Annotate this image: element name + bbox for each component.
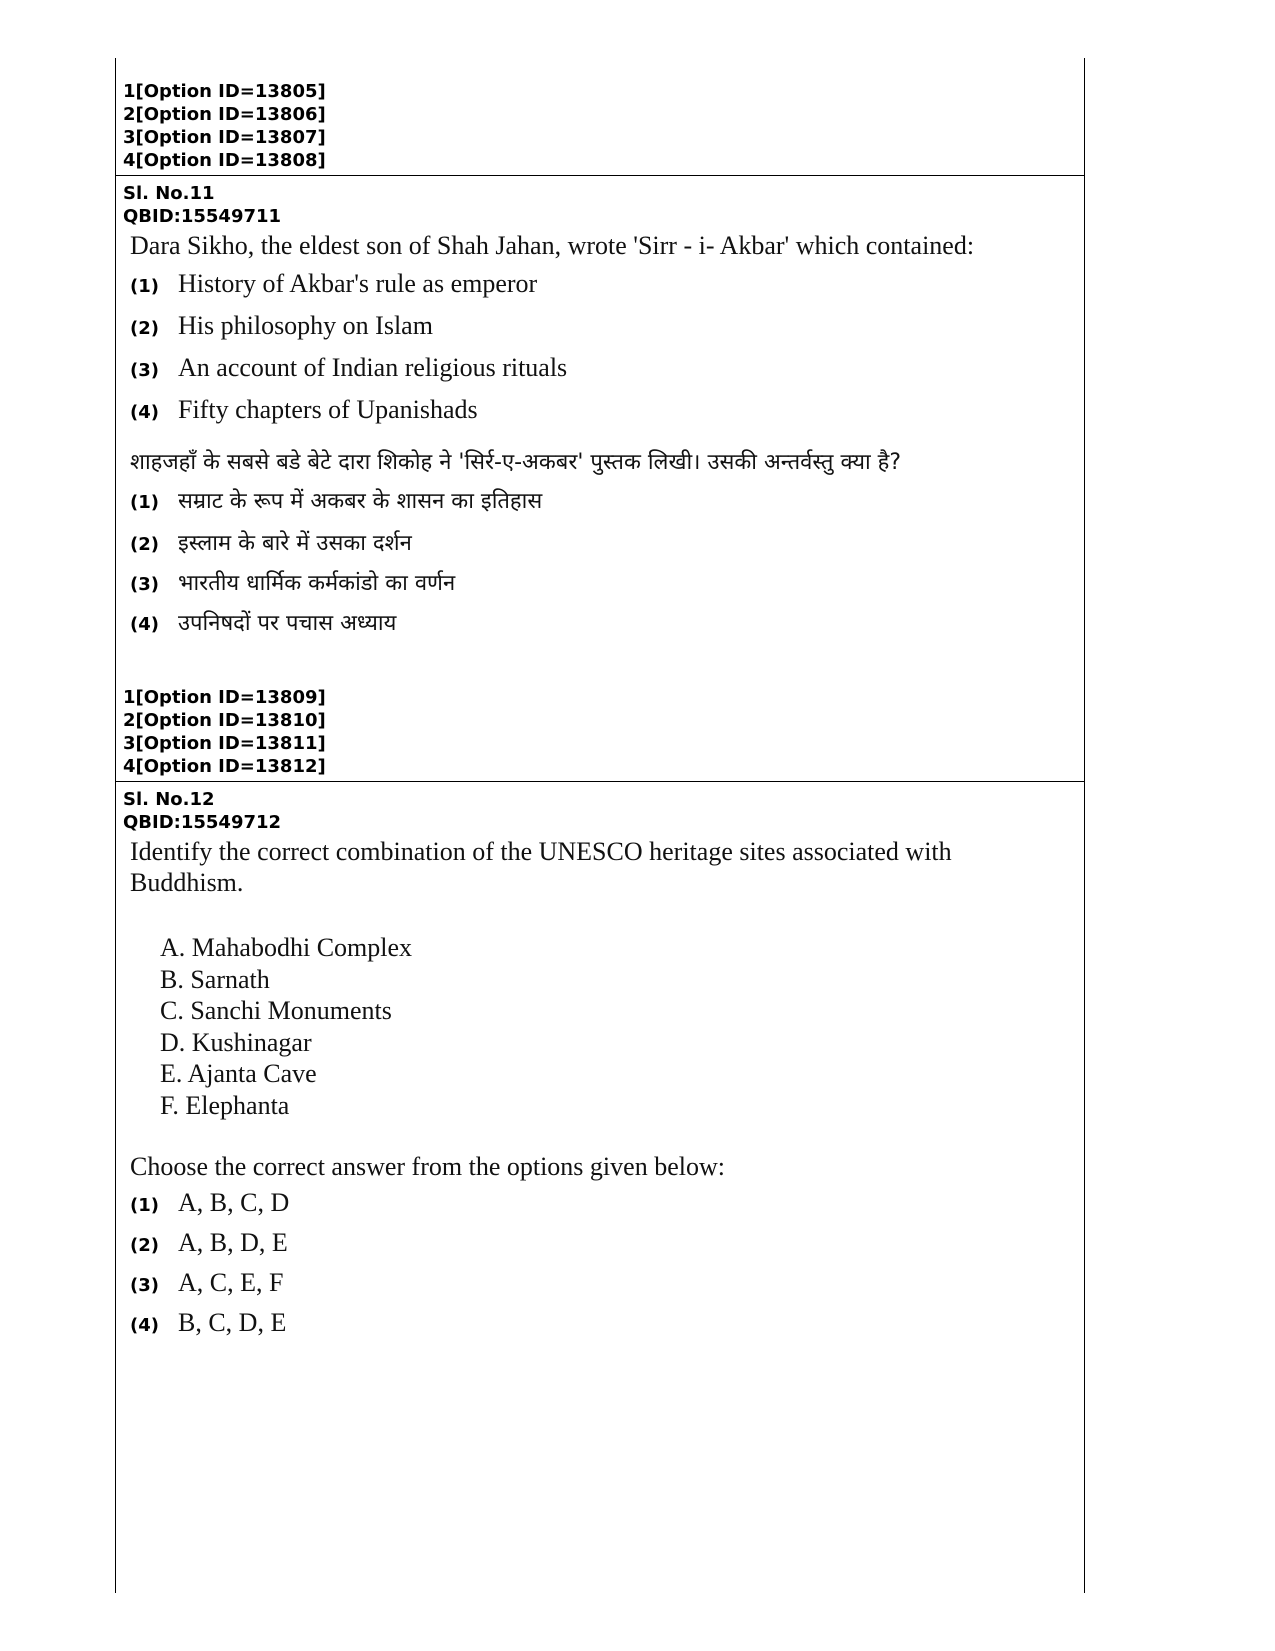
option-row xyxy=(130,1268,1084,1308)
question-paper-frame xyxy=(115,58,1085,1593)
option-number: (4) xyxy=(130,1315,159,1336)
option-text: उपनिषदों पर पचास अध्याय xyxy=(178,611,397,636)
question-11 xyxy=(116,182,1084,647)
list-item: C. Sanchi Monuments xyxy=(160,996,392,1025)
option-row xyxy=(130,1188,1084,1228)
option-row xyxy=(130,527,1084,567)
site-list xyxy=(160,932,1084,1121)
option-text: B, C, D, E xyxy=(178,1308,287,1337)
list-item: A. Mahabodhi Complex xyxy=(160,933,413,962)
option-text: History of Akbar's rule as emperor xyxy=(178,269,538,298)
option-row xyxy=(130,607,1084,647)
prev-option-ids xyxy=(116,80,1084,172)
option-text: A, B, C, D xyxy=(178,1188,290,1217)
option-number: (3) xyxy=(130,574,159,595)
question-divider xyxy=(116,781,1084,782)
options-hindi xyxy=(116,485,1084,647)
option-id-line: 4[Option ID=13812] xyxy=(123,756,326,777)
option-id-line: 2[Option ID=13806] xyxy=(123,104,326,125)
option-number: (1) xyxy=(130,1195,159,1216)
qbid: QBID:15549711 xyxy=(123,206,282,227)
option-text: An account of Indian religious rituals xyxy=(178,353,568,382)
option-row xyxy=(130,1308,1084,1348)
option-number: (1) xyxy=(130,492,159,513)
list-item: B. Sarnath xyxy=(160,964,270,994)
option-number: (3) xyxy=(130,360,159,381)
option-number: (3) xyxy=(130,1275,159,1296)
option-id-line: 2[Option ID=13810] xyxy=(123,710,326,731)
list-item: E. Ajanta Cave xyxy=(160,1059,317,1088)
q11-option-ids xyxy=(116,686,1084,778)
option-text: His philosophy on Islam xyxy=(178,311,433,340)
option-row xyxy=(130,1228,1084,1268)
option-row xyxy=(130,395,1084,437)
option-row xyxy=(130,567,1084,607)
option-id-line: 1[Option ID=13809] xyxy=(123,687,326,708)
option-text: भारतीय धार्मिक कर्मकांडो का वर्णन xyxy=(178,571,456,596)
option-number: (4) xyxy=(130,614,159,635)
option-row xyxy=(130,311,1084,353)
option-number: (2) xyxy=(130,318,159,339)
option-row xyxy=(130,485,1084,527)
option-number: (1) xyxy=(130,276,159,297)
qbid: QBID:15549712 xyxy=(123,812,282,833)
option-text: इस्लाम के बारे में उसका दर्शन xyxy=(178,531,412,556)
question-divider xyxy=(116,175,1084,176)
option-id-line: 4[Option ID=13808] xyxy=(123,150,326,171)
option-id-line: 1[Option ID=13805] xyxy=(123,81,326,102)
option-text: Fifty chapters of Upanishads xyxy=(178,395,478,424)
options-english xyxy=(116,269,1084,437)
question-text-hindi: शाहजहाँ के सबसे बडे बेटे दारा शिकोह ने 'सिर्र-ए-अकबर' पुस्तक लिखी। उसकी अन्तर्वस्तु क्या है? xyxy=(130,450,902,475)
option-id-line: 3[Option ID=13811] xyxy=(123,733,326,754)
option-number: (2) xyxy=(130,534,159,555)
option-number: (2) xyxy=(130,1235,159,1256)
option-id-line: 3[Option ID=13807] xyxy=(123,127,326,148)
option-text: सम्राट के रूप में अकबर के शासन का इतिहास xyxy=(178,489,543,514)
question-text: Identify the correct combination of the UNESCO heritage sites associated with Buddhism. xyxy=(130,837,952,897)
option-text: A, B, D, E xyxy=(178,1228,288,1257)
option-row xyxy=(130,353,1084,395)
list-item: D. Kushinagar xyxy=(160,1027,312,1057)
list-item: F. Elephanta xyxy=(160,1090,290,1120)
choose-instruction: Choose the correct answer from the options given below: xyxy=(130,1152,725,1181)
option-number: (4) xyxy=(130,402,159,423)
option-text: A, C, E, F xyxy=(178,1268,284,1297)
serial-number: Sl. No.12 xyxy=(123,789,215,810)
question-text: Dara Sikho, the eldest son of Shah Jahan, wrote 'Sirr - i- Akbar' which contained: xyxy=(130,231,975,260)
option-row xyxy=(130,269,1084,311)
serial-number: Sl. No.11 xyxy=(123,183,215,204)
options xyxy=(116,1188,1084,1348)
question-12 xyxy=(116,788,1084,1348)
